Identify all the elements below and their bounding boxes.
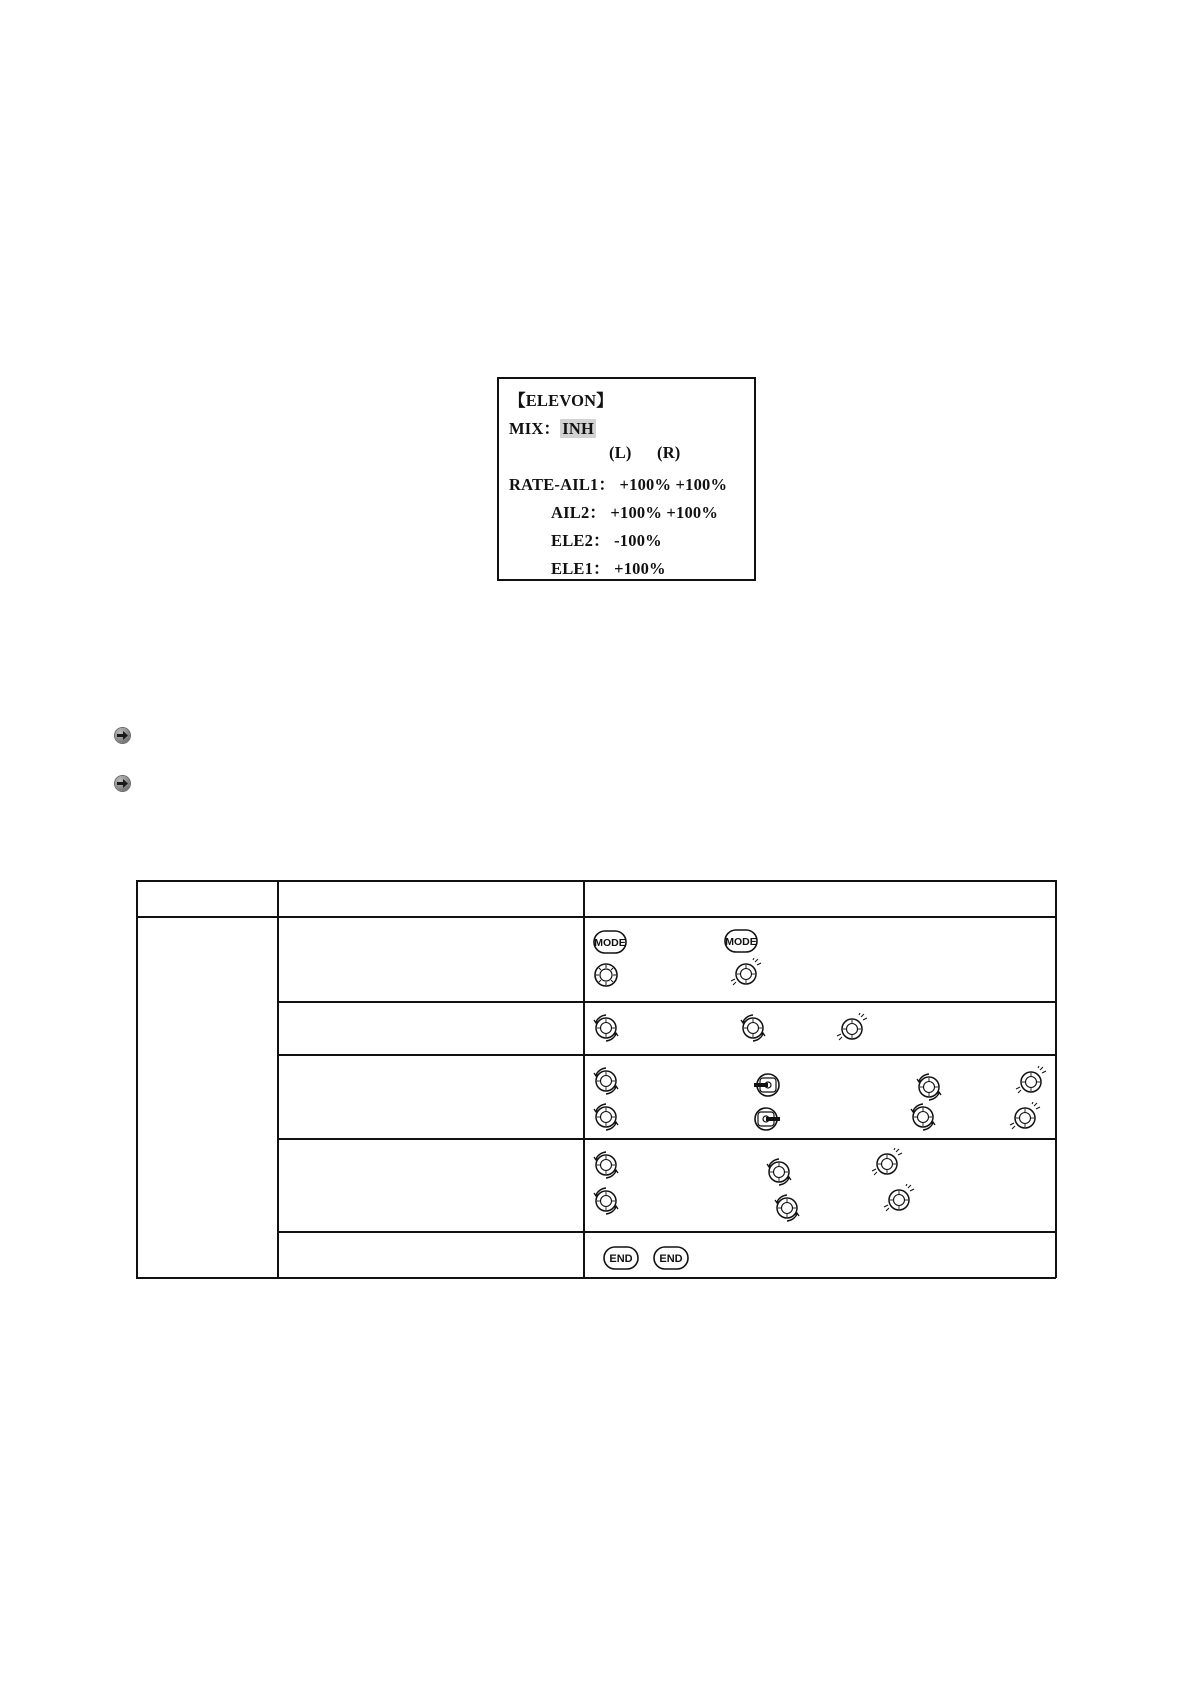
- dial-push-icon: [1014, 1066, 1048, 1099]
- lcd-row-ele1: [551, 555, 666, 579]
- dial-push-icon: [729, 958, 763, 991]
- lcd-row-label: RATE-AIL1：: [509, 475, 616, 494]
- dial-rotate-icon: [591, 1102, 621, 1137]
- lcd-row-ele2: [551, 527, 662, 551]
- dial-push-icon: [835, 1013, 869, 1046]
- dial-rotate-icon: [772, 1193, 802, 1228]
- lcd-title: 【ELEVON】: [509, 391, 613, 410]
- svg-text:END: END: [659, 1253, 683, 1265]
- mode-button-icon: [593, 930, 627, 959]
- dial-rotate-icon: [591, 1150, 621, 1185]
- lcd-row-label: ELE2：: [551, 531, 610, 550]
- dial-push-icon: [1008, 1102, 1042, 1135]
- dial-rotate-icon: [764, 1157, 794, 1192]
- trim-lever-icon: [750, 1072, 784, 1103]
- dial-rotate-icon: [591, 1013, 621, 1048]
- lcd-row-right-value: +100%: [666, 503, 719, 522]
- lcd-screen: [497, 377, 756, 581]
- lcd-row-right-value: +100%: [675, 475, 728, 494]
- arrow-right-bullet-icon: [115, 776, 130, 791]
- arrow-right-bullet-icon: [115, 728, 130, 743]
- dial-rotate-icon: [591, 1186, 621, 1221]
- lcd-col-left: (L): [609, 443, 632, 462]
- lcd-mix-value: INH: [562, 419, 594, 438]
- dial-push-icon: [882, 1184, 916, 1217]
- lcd-row-left-value: -100%: [614, 531, 662, 550]
- dial-rotate-icon: [738, 1013, 768, 1048]
- svg-text:END: END: [609, 1253, 633, 1265]
- lcd-row-ail2: [551, 499, 718, 523]
- dial-rotate-icon: [908, 1102, 938, 1137]
- svg-text:MODE: MODE: [725, 936, 757, 948]
- lcd-row-left-value: +100%: [619, 475, 672, 494]
- lcd-row-left-value: +100%: [614, 559, 666, 578]
- lcd-row-label: ELE1：: [551, 559, 610, 578]
- lcd-row-label: AIL2：: [551, 503, 607, 522]
- dial-icon: [593, 962, 619, 993]
- dial-push-icon: [870, 1148, 904, 1181]
- lcd-mix-label: MIX：: [509, 419, 561, 438]
- end-button-icon: [603, 1246, 639, 1275]
- svg-text:MODE: MODE: [594, 937, 626, 949]
- lcd-mix-row: [509, 415, 596, 439]
- lcd-row-rate-ail1: [509, 471, 727, 495]
- lcd-col-right: (R): [657, 443, 681, 462]
- dial-rotate-icon: [591, 1066, 621, 1101]
- end-button-icon: [653, 1246, 689, 1275]
- mode-button-icon: [724, 929, 758, 958]
- trim-lever-icon: [750, 1106, 784, 1137]
- lcd-row-left-value: +100%: [610, 503, 663, 522]
